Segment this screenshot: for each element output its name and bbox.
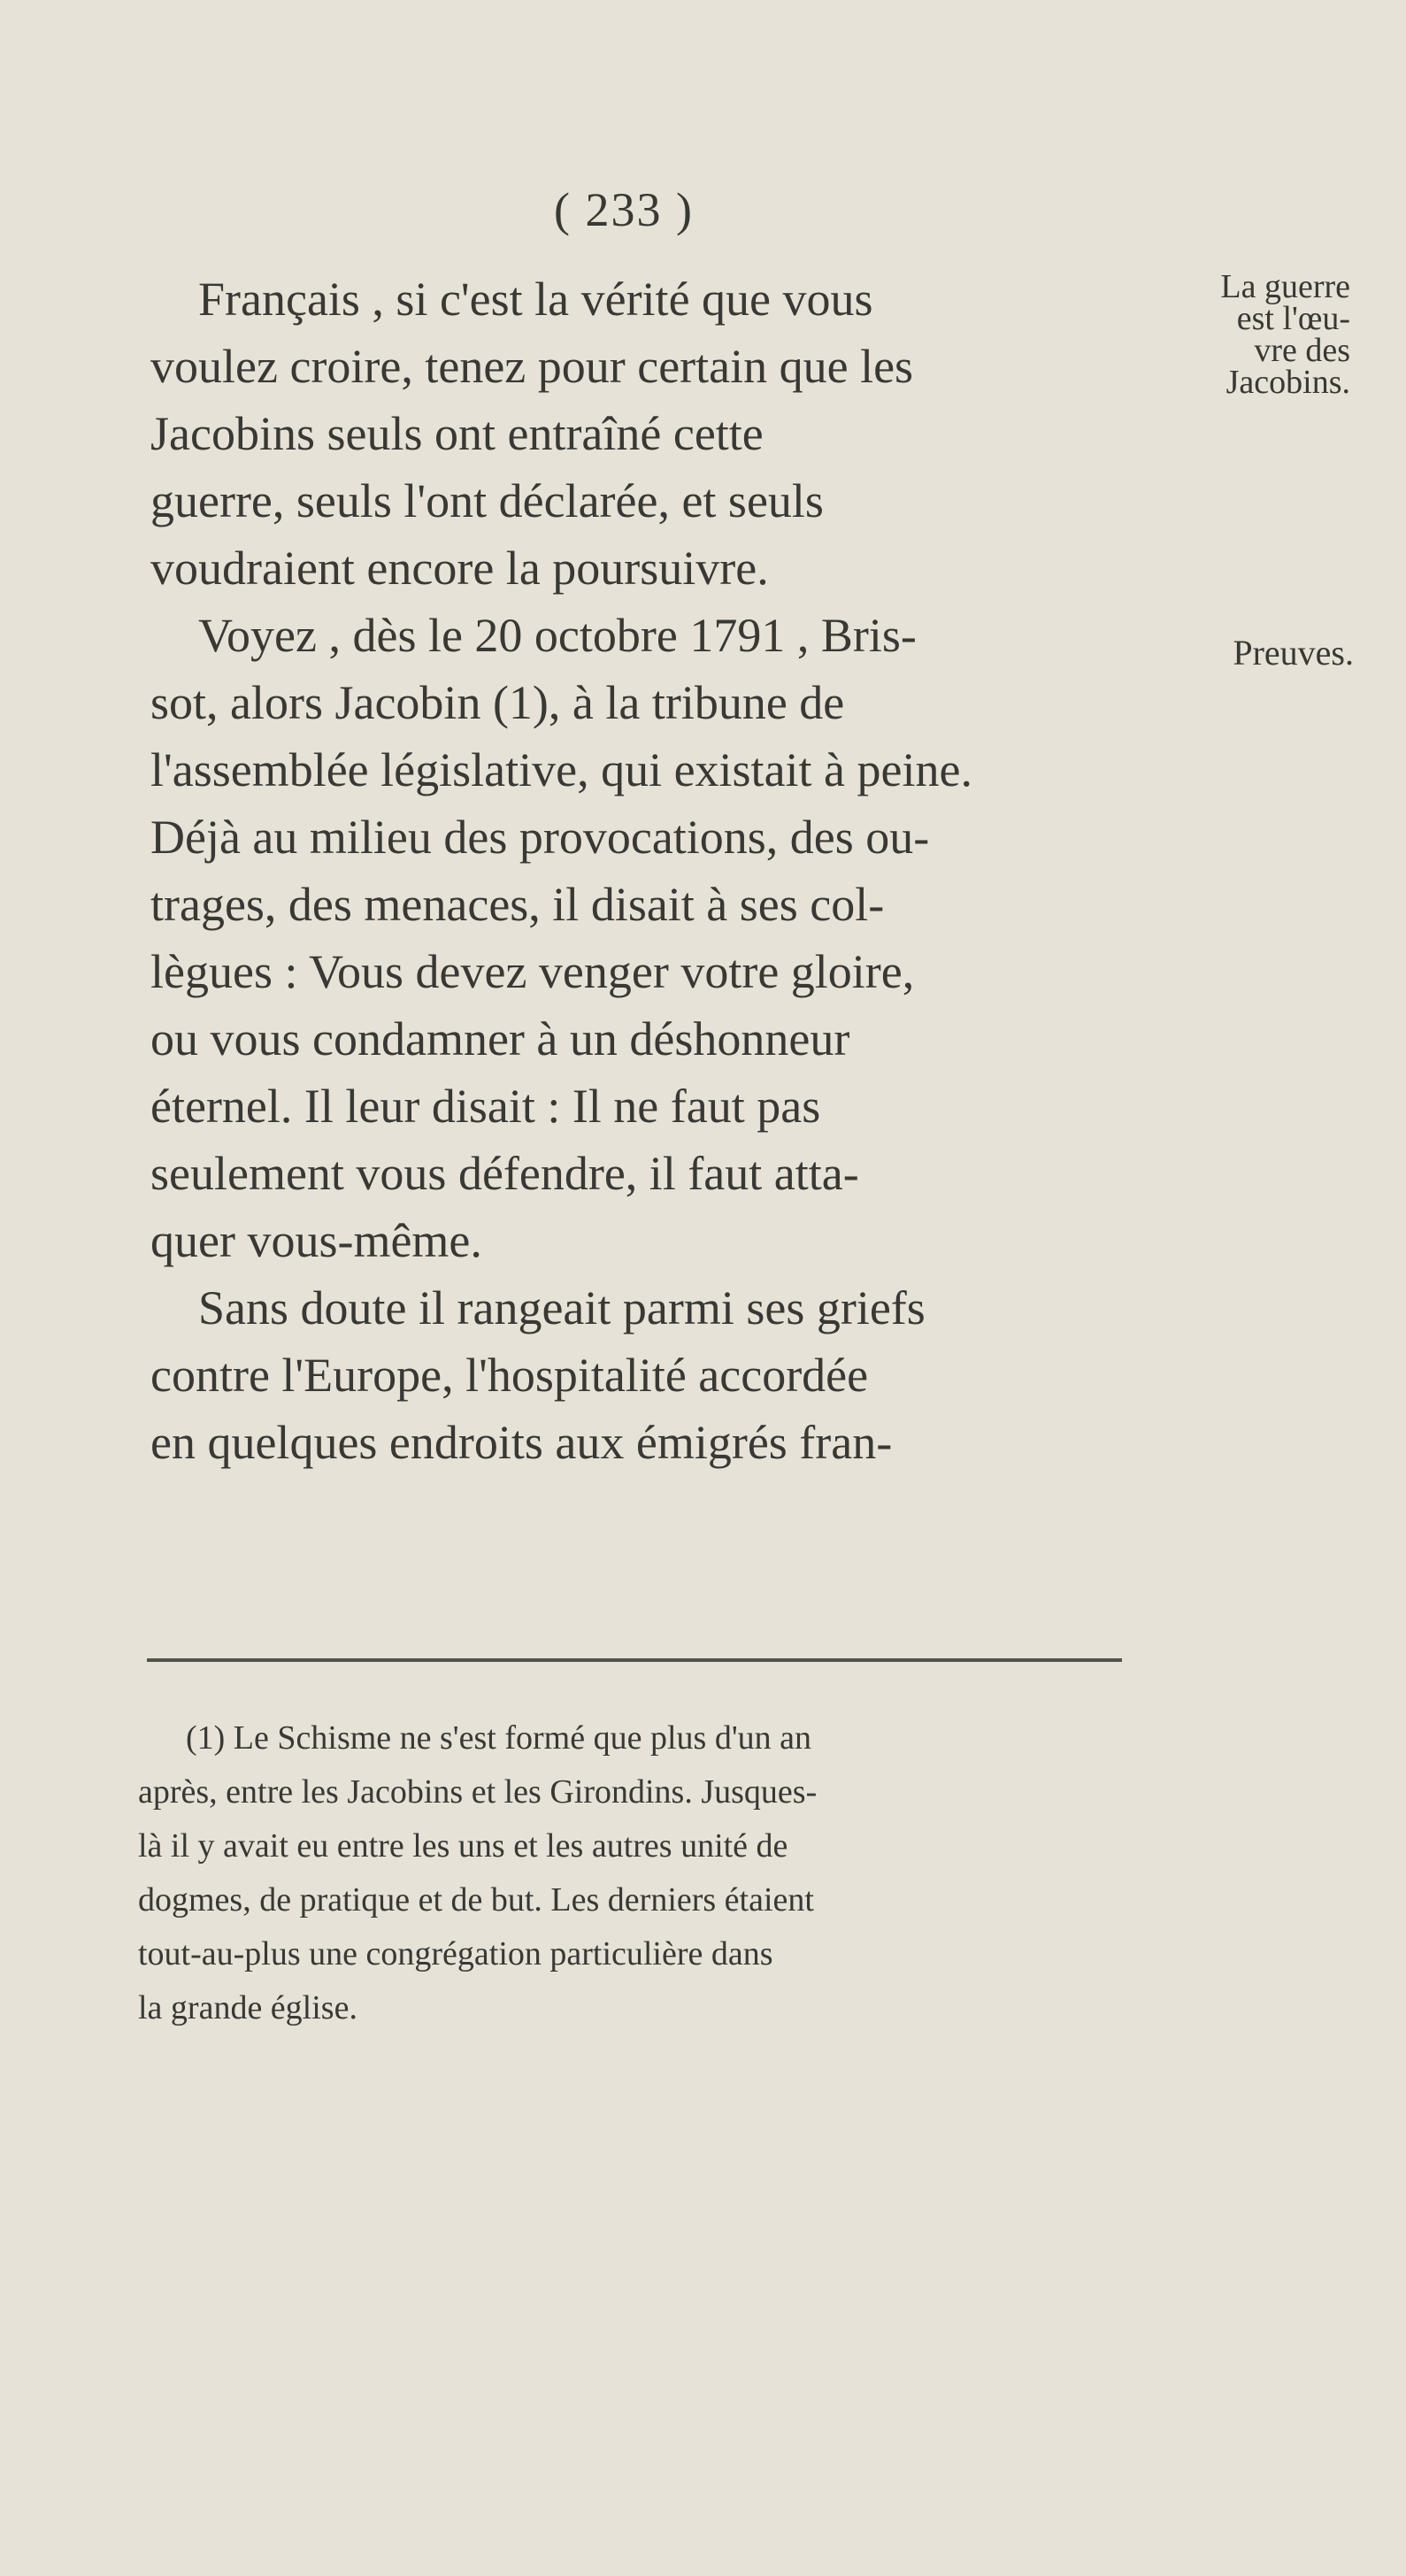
text-line: seulement vous défendre, il faut atta- (150, 1147, 859, 1200)
body-text (150, 265, 1133, 1476)
margin-note-war (1150, 268, 1350, 401)
text-line: éternel. Il leur disait : Il ne faut pas (150, 1080, 821, 1133)
text-line: l'assemblée législative, qui existait à peine. (150, 743, 972, 796)
text-line: quer vous-même. (150, 1214, 482, 1267)
margin-note-line: est l'œu- (1236, 300, 1350, 337)
text-line: Français , si c'est la vérité que vous (198, 273, 873, 326)
footnote-line: là il y avait eu entre les uns et les autres unité de (138, 1827, 788, 1865)
text-line: Déjà au milieu des provocations, des ou- (150, 811, 930, 864)
footnote-line: après, entre les Jacobins et les Girondins. Jusques- (138, 1773, 818, 1811)
margin-note-line: vre des (1254, 332, 1350, 369)
text-line: guerre, seuls l'ont déclarée, et seuls (150, 474, 824, 527)
text-line: Jacobins seuls ont entraîné cette (150, 407, 764, 460)
text-line: sot, alors Jacobin (1), à la tribune de (150, 676, 845, 729)
margin-note-line: La guerre (1220, 268, 1350, 305)
text-line: voulez croire, tenez pour certain que les (150, 340, 914, 393)
margin-note-proofs (1177, 633, 1354, 673)
text-line: trages, des menaces, il disait à ses col- (150, 878, 885, 931)
footnote-line: tout-au-plus une congrégation particulière dans (138, 1935, 773, 1972)
footnote-line: (1) Le Schisme ne s'est formé que plus d'un an (186, 1719, 812, 1757)
text-line: contre l'Europe, l'hospitalité accordée (150, 1349, 869, 1402)
footnote-line: la grande église. (138, 1989, 357, 2026)
margin-note-line: Jacobins. (1225, 364, 1350, 401)
text-line: en quelques endroits aux émigrés fran- (150, 1416, 893, 1469)
margin-note-line: Preuves. (1233, 633, 1354, 673)
text-line: voudraient encore la poursuivre. (150, 542, 769, 595)
footnote-divider (147, 1658, 1122, 1662)
text-line: ou vous condamner à un déshonneur (150, 1012, 850, 1065)
footnote (138, 1711, 1118, 2035)
text-line: lègues : Vous devez venger votre gloire, (150, 945, 915, 998)
text-line: Voyez , dès le 20 octobre 1791 , Bris- (198, 609, 917, 662)
page-number: ( 233 ) (554, 183, 694, 236)
footnote-line: dogmes, de pratique et de but. Les derniers étaient (138, 1881, 814, 1919)
text-line: Sans doute il rangeait parmi ses griefs (198, 1281, 926, 1334)
